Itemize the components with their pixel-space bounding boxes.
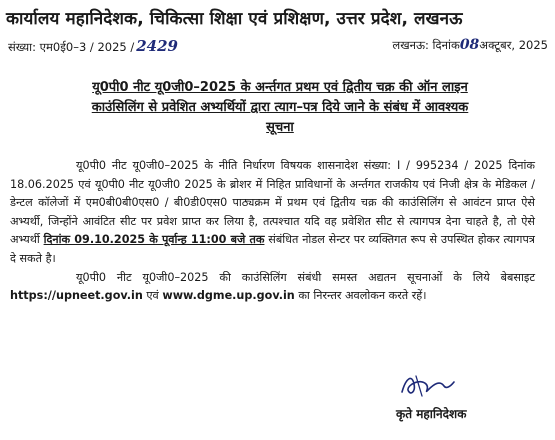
signoff-label: कृते महानिदेशक [396, 407, 467, 421]
paragraph-2 [10, 269, 535, 306]
reference-handwritten-number: 2429 [136, 37, 178, 55]
date-suffix: अक्टूबर, 2025 [479, 38, 548, 52]
office-title: कार्यालय महानिदेशक, चिकित्सा शिक्षा एवं प्रशिक्षण, उत्तर प्रदेश, लखनऊ [6, 9, 463, 29]
date-prefix: लखनऊ: दिनांक [392, 38, 460, 52]
paragraph-2-text-a: यू0पी0 नीट यू0जी0–2025 की काउंसिलिंग संबंधी समस्त अद्यतन सूचनाओं के लिये बेबसाइट [76, 270, 535, 284]
website-link-upneet[interactable]: https://upneet.gov.in [10, 289, 143, 303]
subject-line-1: यू0पी0 नीट यू0जी0–2025 के अर्न्तगत प्रथम एवं द्वितीय चक्र की ऑन लाइन [92, 80, 468, 95]
reference-prefix: संख्या: एम0ई0–3 / 2025 / [8, 40, 135, 54]
paragraph-1-text-a: यू0पी0 नीट यू0जी0–2025 के नीति निर्धारण विषयक शासनादेश संख्या: I / 995234 / 2025 दिनांक 18.06.2025 एवं यू0पी0 नीट यू0जी0 2025 के ब्रोशर में निहित प्राविधानों के अर्न्तगत राजकीय एवं निजी क्षेत्र के मेडिकल / डेन्टल कॉलेजों में एम0बी0बी0एस0 / बी0डी0एस0 पाठ्यक्रम में प्रथम एवं द्वितीय चक्र की काउंसिलिंग से आवंटन प्राप्त ऐसे अभ्यर्थी, जिन्होंने आवंटित सीट पर प्रवेश प्राप्त कर लिया है, तत्पश्चात यदि वह प्रवेशित सीट से त्यागपत्र देना चाहते है, तो ऐसे अभ्यर्थी [10, 159, 535, 247]
handwritten-signature-icon [398, 370, 458, 400]
paragraph-1 [10, 157, 535, 269]
reference-row [8, 35, 548, 55]
date-handwritten-day: 08 [459, 37, 480, 53]
subject-line-2: काउंसिलिंग से प्रवेशित अभ्यर्थियों द्वारा त्याग–पत्र दिये जाने के संबंध में आवश्यक [91, 100, 469, 115]
paragraph-2-text-b: का निरन्तर अवलोकन करते रहें। [298, 289, 427, 303]
date-block [392, 37, 548, 53]
subject-line-3: सूचना [266, 120, 294, 135]
notice-subject [40, 78, 520, 138]
paragraph-1-text-b: संबंधित नोडल सेन्टर पर व्यक्तिगत रूप से उपस्थित होकर त्यागपत्र दे सकते है। [10, 233, 535, 265]
notice-body [10, 157, 535, 306]
reference-number-block [8, 37, 178, 55]
deadline-highlight: दिनांक 09.10.2025 के पूर्वान्ह 11:00 बजे तक [43, 233, 265, 247]
website-link-dgme[interactable]: www.dgme.up.gov.in [162, 289, 295, 303]
paragraph-2-and: एवं [146, 289, 159, 303]
